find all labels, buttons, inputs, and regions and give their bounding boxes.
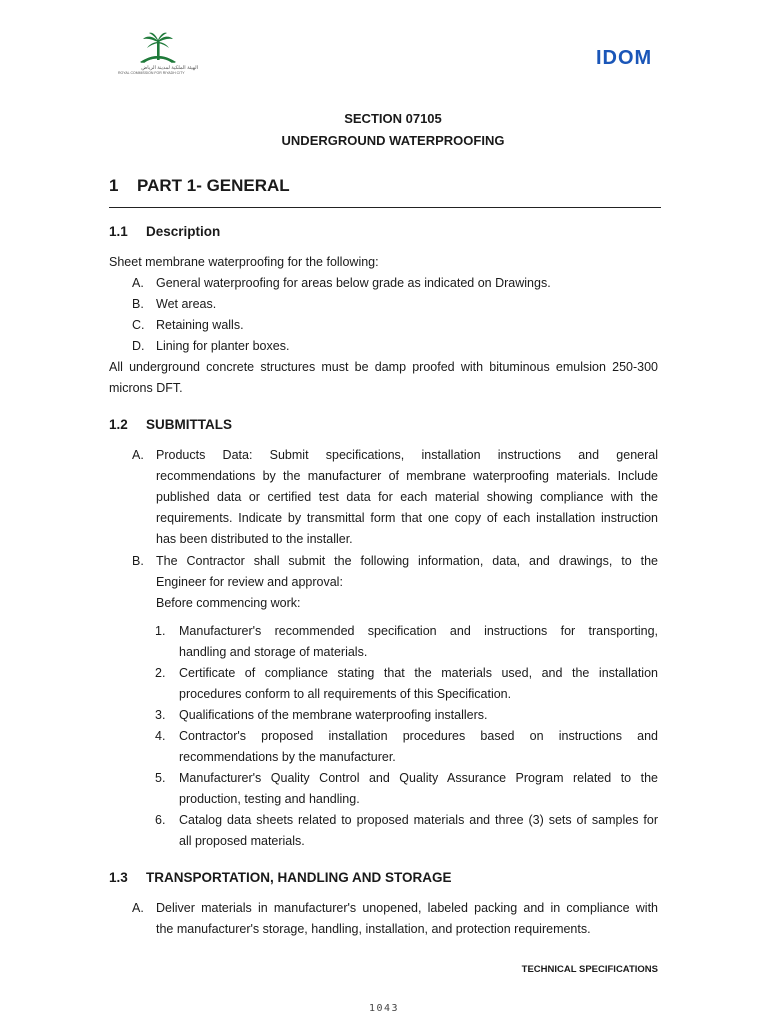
list-text-line: recommendations by the manufacturer.	[179, 750, 396, 764]
list-text-line: handling and storage of materials.	[179, 645, 368, 659]
list-text: Retaining walls.	[156, 318, 244, 332]
client-logo-caption-ar: الهيئة الملكية لمدينة الرياض	[141, 65, 198, 71]
list-marker: 3.	[155, 708, 166, 722]
heading-rule	[109, 207, 661, 208]
list-text: General waterproofing for areas below grade as indicated on Drawings.	[156, 276, 551, 290]
part-title: PART 1- GENERAL	[137, 176, 290, 195]
list-marker: D.	[132, 339, 145, 353]
list-text-line: Certificate of compliance stating that the materials used, and the installation	[179, 666, 658, 680]
list-text-line: published data or certified test data for each material showing compliance with the	[156, 490, 658, 504]
list-item	[132, 294, 658, 315]
list-item	[132, 315, 658, 336]
heading-title: SUBMITTALS	[146, 417, 232, 432]
list-text-line: Manufacturer's recommended specification and instructions for transporting,	[179, 624, 658, 638]
heading-1-2	[109, 417, 232, 432]
list-text-line: all proposed materials.	[179, 834, 305, 848]
heading-number: 1.3	[109, 870, 128, 885]
heading-title: Description	[146, 224, 221, 239]
list-text: Wet areas.	[156, 297, 217, 311]
list-marker: 5.	[155, 771, 166, 785]
list-item	[132, 551, 658, 614]
list-text-line: has been distributed to the installer.	[156, 532, 353, 546]
list-text-line: procedures conform to all requirements of this Specification.	[179, 687, 512, 701]
list-item	[132, 273, 658, 294]
heading-title: TRANSPORTATION, HANDLING AND STORAGE	[146, 870, 452, 885]
section-number: SECTION 07105	[344, 111, 442, 126]
idom-logo: IDOM	[596, 47, 653, 69]
sub-list-item	[155, 663, 658, 705]
list-text-line: Deliver materials in manufacturer's unopened, labeled packing and in compliance with	[156, 901, 658, 915]
list-text-line: requirements. Indicate by transmittal form that one copy of each installation instruction	[156, 511, 658, 525]
heading-number: 1.1	[109, 224, 128, 239]
list-marker: A.	[132, 448, 144, 462]
list-item	[132, 445, 658, 550]
list-text-line: The Contractor shall submit the following information, data, and drawings, to the	[156, 554, 658, 568]
list-text-line: Qualifications of the membrane waterproofing installers.	[179, 708, 488, 722]
list-item	[132, 898, 658, 940]
list-marker: 6.	[155, 813, 166, 827]
list-text-line: Engineer for review and approval:	[156, 575, 343, 589]
list-marker: A.	[132, 901, 144, 915]
list-marker: 4.	[155, 729, 166, 743]
sub-list-item	[155, 810, 658, 852]
list-text-line: production, testing and handling.	[179, 792, 360, 806]
list-text-line: Products Data: Submit specifications, installation instructions and general	[156, 448, 658, 462]
description-outro-line: All underground concrete structures must be damp proofed with bituminous emulsion 250-300	[109, 360, 658, 374]
sub-list-item	[155, 768, 658, 810]
heading-1-1	[109, 224, 220, 239]
list-text-line: the manufacturer's storage, handling, installation, and protection requirements.	[156, 922, 591, 936]
description-outro-line: microns DFT.	[109, 381, 183, 395]
list-marker: 2.	[155, 666, 166, 680]
description-intro: Sheet membrane waterproofing for the following:	[109, 255, 379, 269]
list-marker: B.	[132, 297, 144, 311]
list-text-line: Before commencing work:	[156, 596, 301, 610]
list-marker: 1.	[155, 624, 166, 638]
list-text-line: recommendations by the manufacturer of membrane waterproofing materials. Include	[156, 469, 658, 483]
sub-list-item	[155, 726, 658, 768]
part-number: 1	[109, 176, 119, 195]
heading-number: 1.2	[109, 417, 128, 432]
sub-list-item	[155, 621, 658, 663]
footer-label: TECHNICAL SPECIFICATIONS	[521, 964, 658, 975]
list-marker: C.	[132, 318, 145, 332]
client-logo-caption	[118, 66, 198, 76]
list-text-line: Manufacturer's Quality Control and Quality Assurance Program related to the	[179, 771, 658, 785]
list-text: Lining for planter boxes.	[156, 339, 290, 353]
section-title: UNDERGROUND WATERPROOFING	[281, 133, 505, 148]
heading-1-3	[109, 870, 452, 885]
page-number: 1043	[368, 1003, 400, 1014]
list-item	[132, 336, 658, 357]
list-marker: B.	[132, 554, 144, 568]
list-text-line: Catalog data sheets related to proposed materials and three (3) sets of samples for	[179, 813, 658, 827]
palm-swords-emblem-icon	[118, 32, 200, 68]
sub-list-item	[155, 705, 658, 726]
list-marker: A.	[132, 276, 144, 290]
client-logo-caption-en: ROYAL COMMISSION FOR RIYADH CITY	[118, 71, 185, 75]
list-text-line: Contractor's proposed installation procedures based on instructions and	[179, 729, 658, 743]
part-heading	[109, 176, 290, 196]
